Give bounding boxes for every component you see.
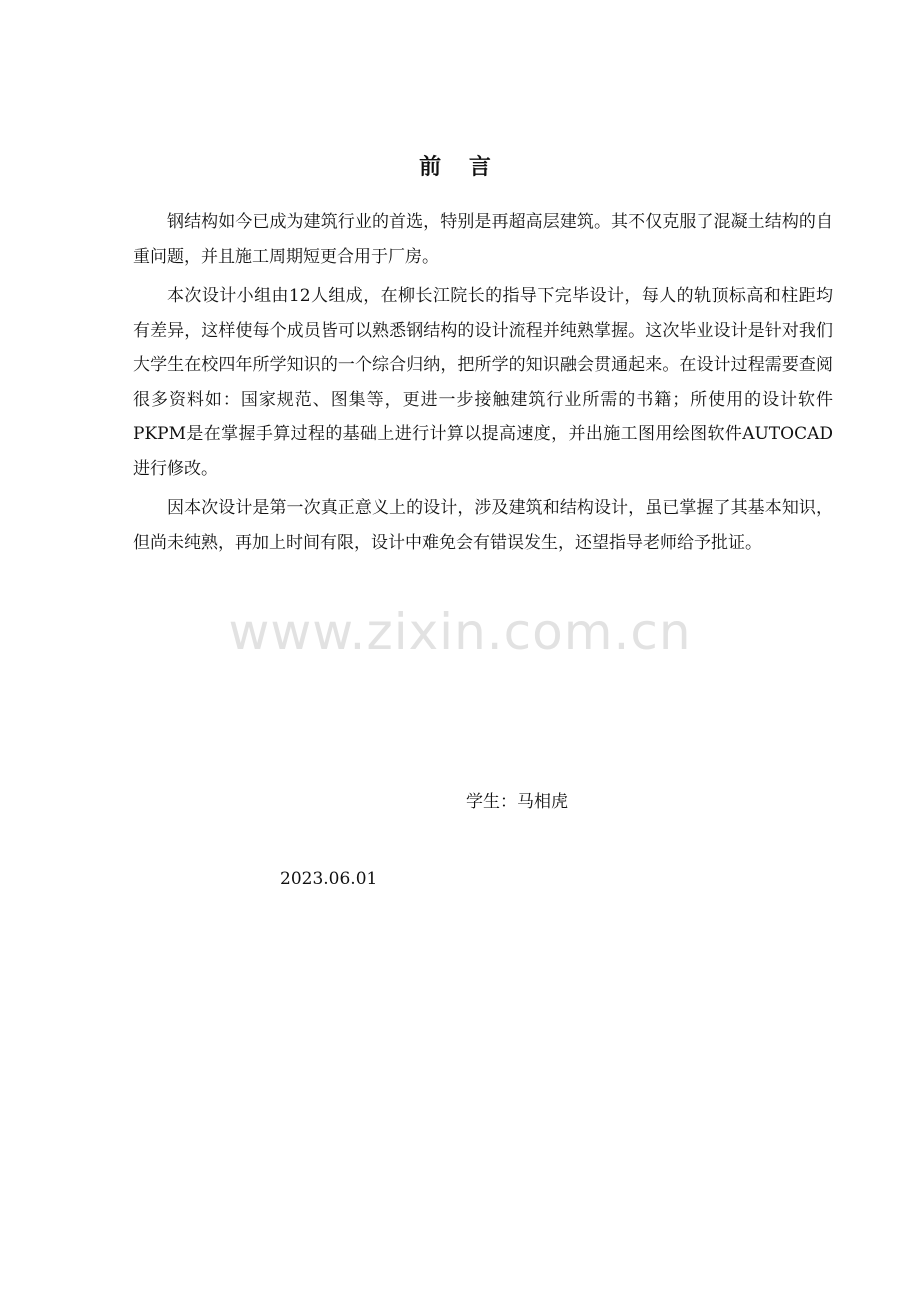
student-signature: 学生：马相虎 [466, 792, 568, 812]
paragraph-1: 钢结构如今已成为建筑行业的首选，特别是再超高层建筑。其不仅克服了混凝土结构的自重问题，并且施工周期短更合用于厂房。 [133, 212, 833, 267]
document-body [133, 205, 833, 565]
document-title: 前 言 [419, 154, 501, 180]
document-date: 2023.06.01 [280, 869, 378, 889]
paragraph-2: 本次设计小组由12人组成，在柳长江院长的指导下完毕设计，每人的轨顶标高和柱距均有差异，这样使每个成员皆可以熟悉钢结构的设计流程并纯熟掌握。这次毕业设计是针对我们大学生在校四年所学知识的一个综合归纳，把所学的知识融会贯通起来。在设计过程需要查阅很多资料如：国家规范、图集等，更进一步接触建筑行业所需的书籍；所使用的设计软件PKPM是在掌握手算过程的基础上进行计算以提高速度，并出施工图用绘图软件AUTOCAD进行修改。 [133, 286, 833, 479]
watermark: www.zixin.com.cn [228, 603, 692, 661]
paragraph-3: 因本次设计是第一次真正意义上的设计，涉及建筑和结构设计，虽已掌握了其基本知识，但尚未纯熟，再加上时间有限，设计中难免会有错误发生，还望指导老师给予批证。 [133, 498, 833, 553]
